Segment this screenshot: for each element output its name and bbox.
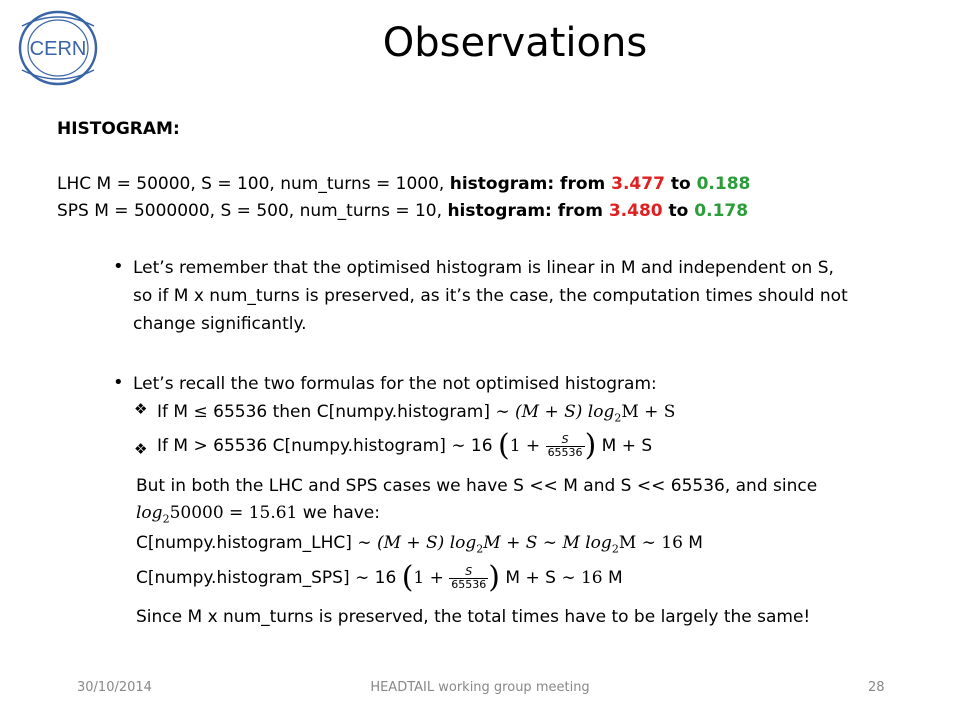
sub1-prefix: If M (157, 402, 194, 422)
lhc-formula-end: M ∼ 16 (618, 533, 683, 553)
sps-end: ∼ 16 (561, 568, 603, 588)
sub1-mid: 65536 then C[numpy.histogram] (207, 402, 496, 422)
sps-sixteen: 16 (369, 568, 402, 588)
fraction-numerator: S (546, 434, 585, 447)
lhc-to-label: to (664, 174, 697, 194)
body-line4 (136, 558, 623, 598)
sps-to-label: to (662, 201, 695, 221)
log-label: log (136, 503, 163, 523)
we-have-text: we have: (297, 503, 380, 523)
lhc-formula: ∼ (M + S) log (357, 533, 477, 553)
right-paren: ) (584, 428, 597, 463)
sps-one-plus: 1 + (413, 568, 444, 588)
sps-histogram-label: histogram: from (447, 201, 609, 221)
fraction-numerator: S (449, 566, 488, 579)
bullet2-line1: Let’s recall the two formulas for the not optimised histogram: (133, 374, 657, 394)
section-heading: HISTOGRAM: (57, 119, 180, 139)
log-value: 50000 = 15.61 (169, 503, 298, 523)
fraction (449, 566, 488, 591)
sps-params: SPS M = 5000000, S = 500, num_turns = 10, (57, 201, 448, 221)
sub1-subscript: 2 (614, 411, 622, 425)
lhc-formula-tail: M (682, 533, 703, 553)
sps-sim: ∼ (355, 568, 370, 588)
footer-page-number: 28 (868, 680, 885, 695)
diamond-bullet-icon: ❖ (134, 440, 148, 458)
sub2-prefix: If M > 65536 C[numpy.histogram] (157, 436, 452, 456)
body-line1: But in both the LHC and SPS cases we have S << M and S << 65536, and since (136, 476, 818, 496)
lhc-formula-mid: M + S ∼ M log (483, 533, 612, 553)
lhc-line (57, 172, 750, 196)
sub2-tail: M + S (596, 436, 653, 456)
fraction-denominator: 65536 (451, 577, 487, 591)
footer-meeting: HEADTAIL working group meeting (370, 680, 590, 695)
sps-from-value: 3.480 (608, 201, 663, 221)
sps-m: M (602, 568, 623, 588)
sub1-leq: ≤ (193, 402, 208, 422)
bullet-dot-icon: • (113, 372, 124, 393)
sps-tail: M + S (500, 568, 562, 588)
sps-cost-label: C[numpy.histogram_SPS] (136, 568, 355, 588)
sub2-sixteen: 16 (465, 436, 498, 456)
bullet1-line3: change significantly. (133, 314, 307, 334)
sub2-sim: ∼ (451, 436, 466, 456)
left-paren: ( (401, 560, 414, 595)
lhc-formula-subscript-2: 2 (611, 542, 619, 556)
left-paren: ( (497, 428, 510, 463)
sub-bullet2 (157, 426, 652, 466)
fraction (546, 434, 585, 459)
sub2-one-plus: 1 + (509, 436, 541, 456)
body-line2 (136, 501, 380, 531)
footer-date: 30/10/2014 (77, 680, 152, 695)
cern-logo-text: CERN (29, 38, 87, 60)
lhc-cost-label: C[numpy.histogram_LHC] (136, 533, 358, 553)
sub1-tail: M + S (621, 402, 676, 422)
lhc-from-value: 3.477 (611, 174, 665, 194)
diamond-bullet-icon: ❖ (134, 400, 148, 418)
lhc-formula-subscript: 2 (476, 542, 484, 556)
sub1-formula: ∼ (M + S) log (495, 402, 615, 422)
right-paren: ) (488, 560, 501, 595)
sps-line (57, 199, 748, 223)
sps-to-value: 0.178 (694, 201, 749, 221)
lhc-histogram-label: histogram: from (449, 174, 612, 194)
fraction-denominator: 65536 (547, 445, 583, 459)
body-line5: Since M x num_turns is preserved, the total times have to be largely the same! (136, 607, 811, 627)
body-line3 (136, 531, 703, 561)
bullet1-line2: so if M x num_turns is preserved, as it’s the case, the computation times should not (133, 286, 848, 306)
lhc-to-value: 0.188 (696, 174, 751, 194)
bullet-dot-icon: • (113, 256, 124, 277)
lhc-params: LHC M = 50000, S = 100, num_turns = 1000, (57, 174, 450, 194)
log-subscript: 2 (162, 512, 170, 526)
slide-title: Observations (382, 20, 648, 66)
bullet1-line1: Let’s remember that the optimised histogram is linear in M and independent on S, (133, 258, 834, 278)
